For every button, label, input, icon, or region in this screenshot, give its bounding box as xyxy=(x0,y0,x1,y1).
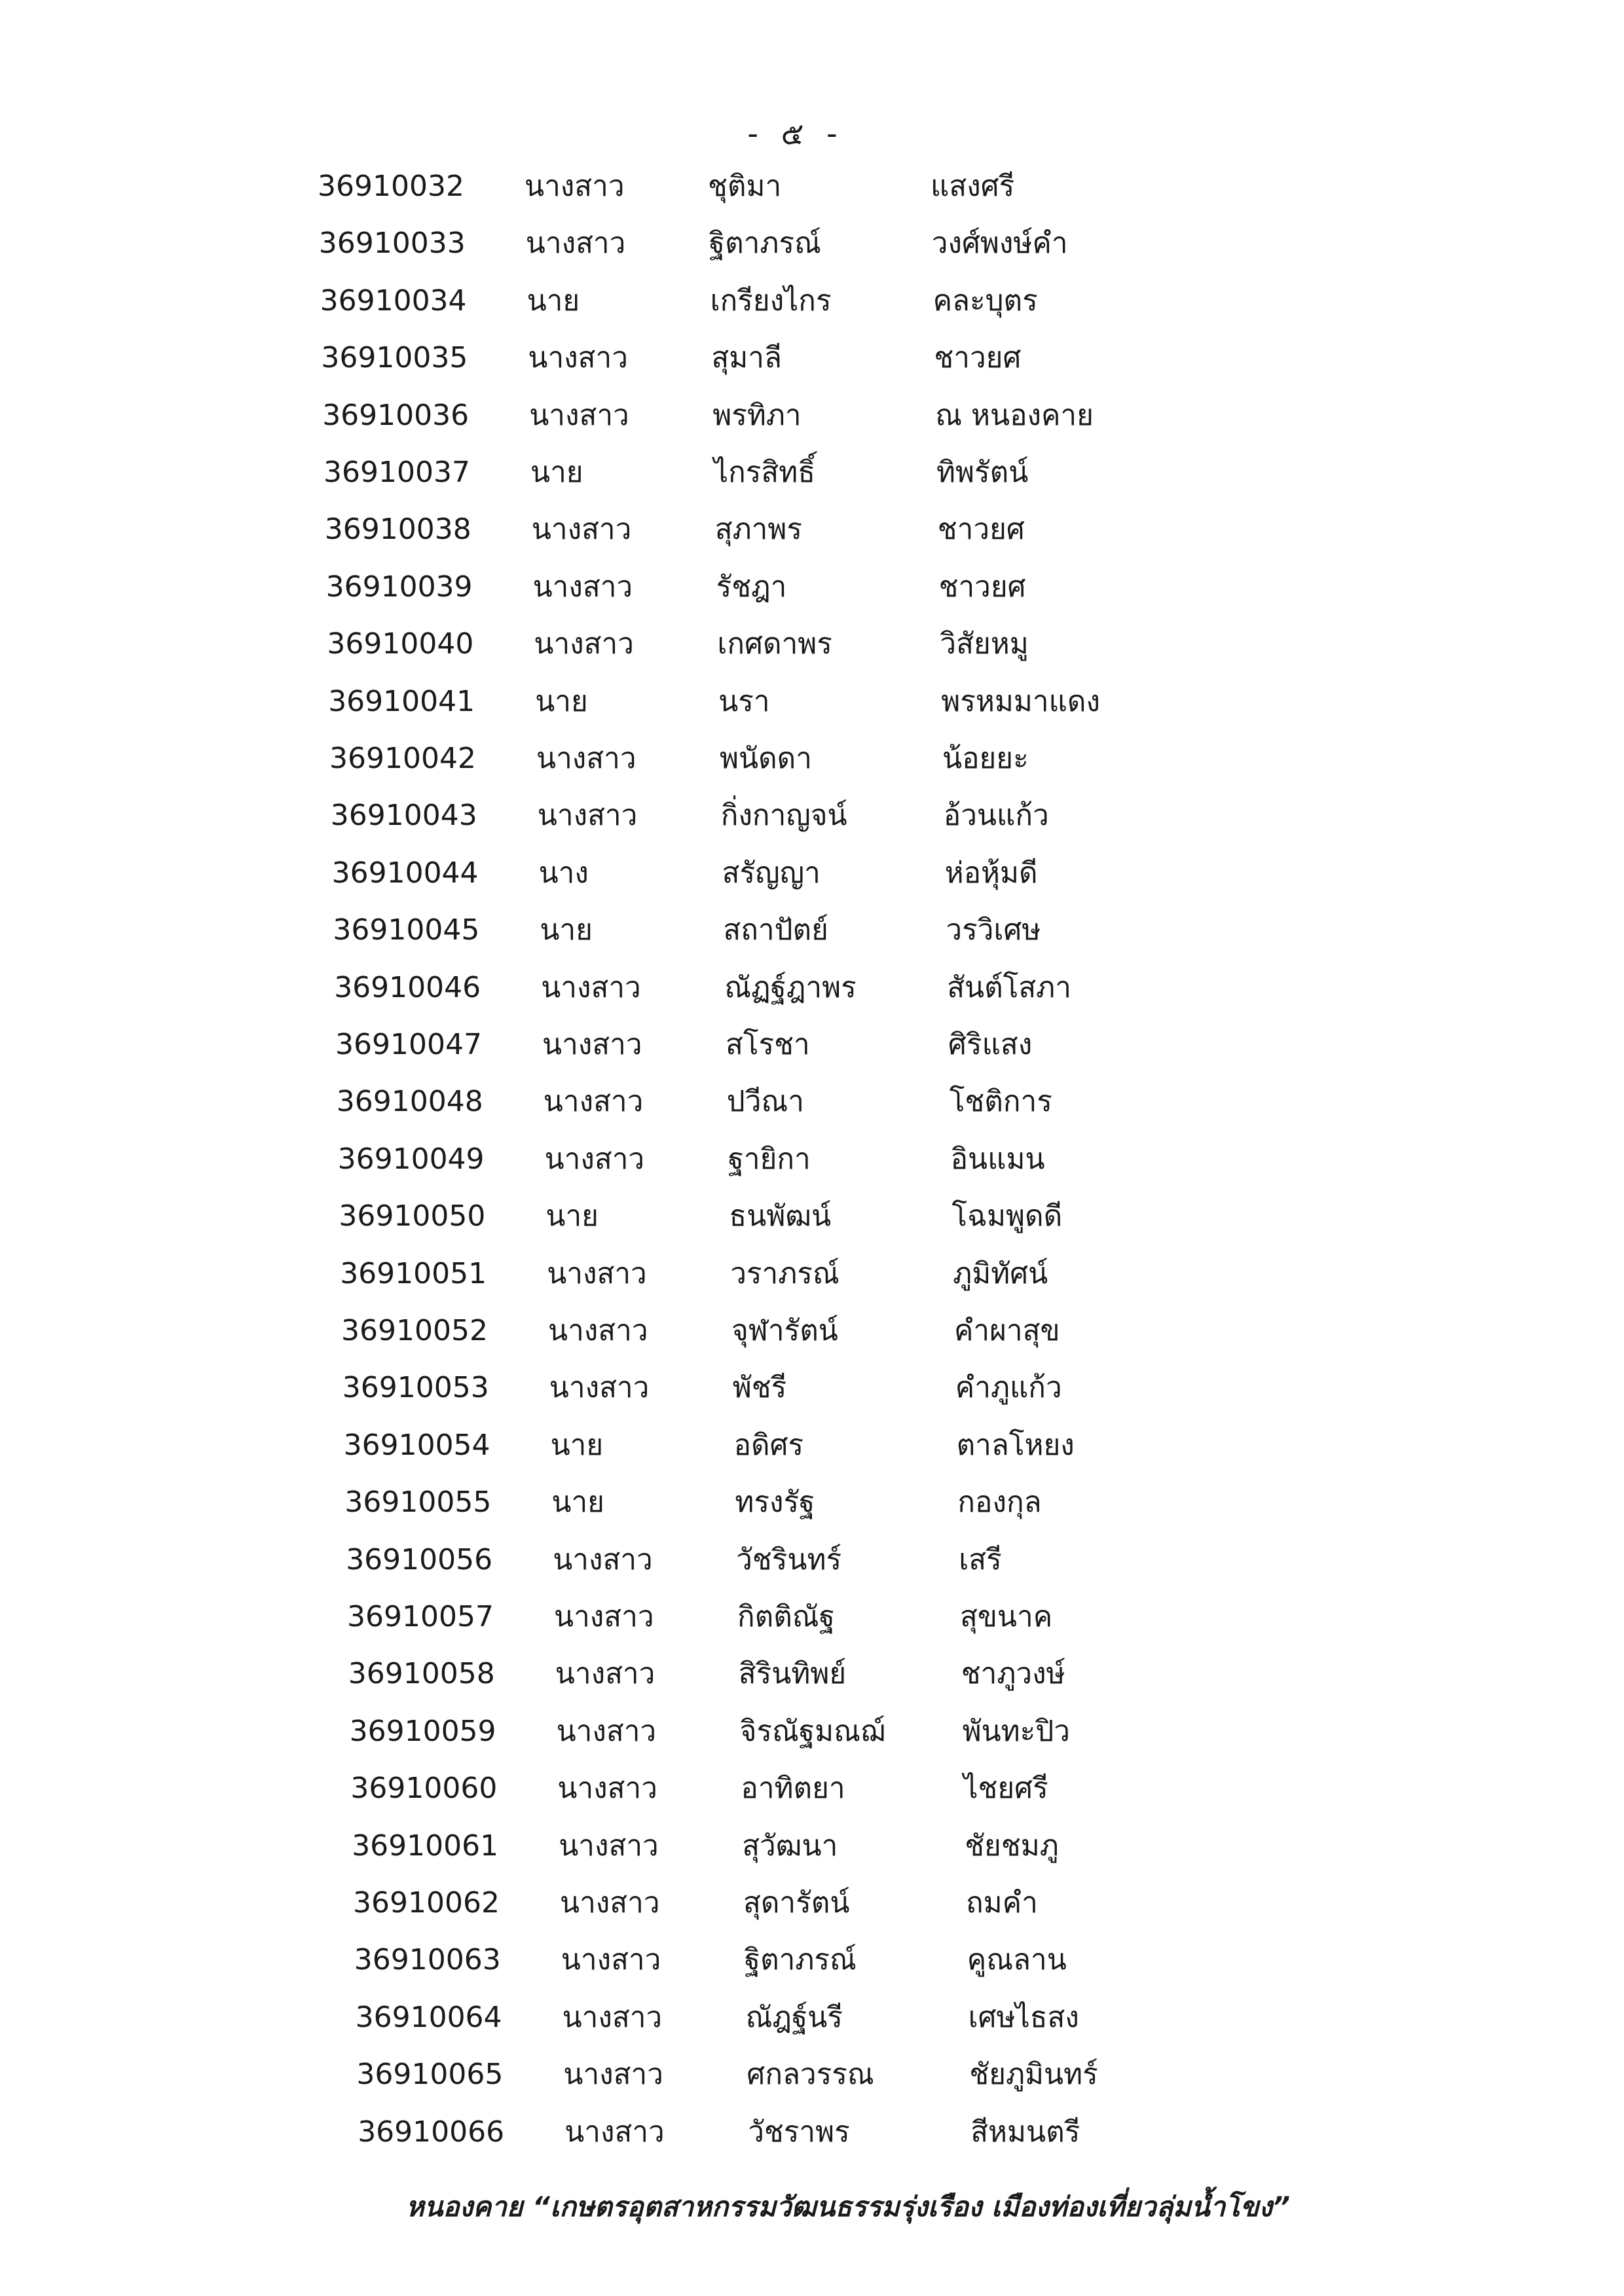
record-id: 36910044 xyxy=(331,856,479,890)
last-name: ชาวยศ xyxy=(937,513,1025,547)
last-name: ชาวยศ xyxy=(934,341,1022,375)
name-title: นางสาว xyxy=(560,1886,660,1920)
record-id: 36910065 xyxy=(356,2058,504,2092)
last-name: ทิพรัตน์ xyxy=(936,456,1029,489)
record-id: 36910059 xyxy=(349,1714,496,1748)
first-name: พัชรี xyxy=(732,1371,787,1405)
name-title: นาย xyxy=(535,684,588,718)
record-id: 36910034 xyxy=(320,283,467,318)
list-row xyxy=(354,1937,1206,1983)
name-title: นางสาว xyxy=(531,513,632,547)
last-name: คำภูแก้ว xyxy=(955,1371,1062,1405)
first-name: สุวัฒนา xyxy=(742,1829,838,1863)
first-name: ศกลวรรณ xyxy=(747,2058,874,2092)
last-name: โฉมพูดดี xyxy=(951,1199,1063,1233)
last-name: สีหมนตรี xyxy=(970,2115,1080,2149)
name-title: นาง xyxy=(538,856,589,890)
last-name: น้อยยะ xyxy=(942,742,1029,775)
first-name: วัชรินทร์ xyxy=(736,1542,842,1576)
first-name: กิ่งกาญจน์ xyxy=(720,799,847,833)
list-row xyxy=(358,2109,1209,2155)
record-id: 36910051 xyxy=(340,1256,487,1290)
last-name: คละบุตร xyxy=(932,283,1038,318)
record-id: 36910050 xyxy=(339,1199,486,1233)
list-row xyxy=(318,164,1169,210)
name-title: นางสาว xyxy=(557,1772,657,1806)
name-title: นาย xyxy=(530,456,583,489)
record-id: 36910061 xyxy=(352,1829,499,1863)
list-row xyxy=(344,1480,1196,1525)
name-title: นางสาว xyxy=(544,1142,645,1176)
last-name: สุขนาค xyxy=(960,1600,1053,1633)
record-id: 36910054 xyxy=(343,1428,490,1462)
last-name: พรหมมาแดง xyxy=(941,684,1100,718)
last-name: ชาวยศ xyxy=(938,570,1026,604)
first-name: เกรียงไกร xyxy=(710,283,832,318)
name-title: นางสาว xyxy=(562,2000,663,2034)
list-row xyxy=(328,679,1179,725)
record-id: 36910056 xyxy=(346,1542,493,1576)
record-id: 36910063 xyxy=(354,1943,501,1977)
list-row xyxy=(332,850,1183,896)
list-row xyxy=(327,621,1178,667)
name-title: นาย xyxy=(526,283,580,318)
last-name: วงศ์พงษ์คำ xyxy=(931,227,1068,261)
name-title: นางสาว xyxy=(549,1371,650,1405)
first-name: สุภาพร xyxy=(714,513,802,547)
first-name: อาทิตยา xyxy=(741,1772,845,1806)
record-id: 36910042 xyxy=(329,742,476,775)
first-name: ณัฎฐ์นรี xyxy=(745,2000,843,2034)
last-name: ชัยภูมินทร์ xyxy=(969,2058,1098,2092)
name-title: นางสาว xyxy=(547,1256,647,1290)
record-id: 36910032 xyxy=(318,170,464,203)
list-row xyxy=(350,1766,1202,1812)
name-title: นางสาว xyxy=(541,970,641,1004)
list-row xyxy=(337,1079,1188,1125)
last-name: ศิริแสง xyxy=(948,1028,1033,1061)
name-title: นาย xyxy=(550,1428,604,1462)
record-id: 36910062 xyxy=(353,1886,500,1920)
name-title: นางสาว xyxy=(537,799,638,833)
name-title: นางสาว xyxy=(564,2115,665,2149)
record-id: 36910064 xyxy=(355,2000,502,2034)
record-id: 36910033 xyxy=(318,227,466,261)
last-name: กองกุล xyxy=(957,1485,1042,1520)
list-row xyxy=(333,907,1184,953)
last-name: พันทะปิว xyxy=(962,1714,1070,1748)
list-row xyxy=(329,736,1181,782)
list-row xyxy=(319,221,1170,266)
first-name: สโรชา xyxy=(726,1028,810,1061)
last-name: สันต์โสภา xyxy=(947,970,1071,1004)
first-name: ทรงรัฐ xyxy=(735,1485,815,1520)
first-name: ไกรสิทธิ์ xyxy=(714,456,816,489)
first-name: วราภรณ์ xyxy=(730,1256,840,1290)
record-id: 36910057 xyxy=(347,1600,494,1633)
name-title: นางสาว xyxy=(554,1600,654,1633)
name-title: นางสาว xyxy=(555,1657,655,1691)
last-name: วรวิเศษ xyxy=(946,913,1041,947)
first-name: พรทิภา xyxy=(712,398,802,432)
record-id: 36910060 xyxy=(350,1772,498,1806)
name-title: นางสาว xyxy=(556,1714,657,1748)
list-row xyxy=(344,1423,1195,1468)
name-title: นางสาว xyxy=(534,627,634,661)
list-row xyxy=(342,1365,1194,1411)
last-name: วิสัยหมู xyxy=(940,627,1029,661)
list-row xyxy=(348,1651,1200,1697)
first-name: ธนพัฒน์ xyxy=(729,1199,832,1233)
record-id: 36910066 xyxy=(358,2115,505,2149)
first-name: ปวีณา xyxy=(726,1085,804,1119)
last-name: ชาภูวงษ์ xyxy=(961,1657,1065,1691)
list-row xyxy=(335,1022,1187,1068)
name-title: นางสาว xyxy=(553,1542,653,1576)
last-name: ถมคำ xyxy=(966,1886,1038,1920)
first-name: สุมาลี xyxy=(711,341,782,375)
name-title: นางสาว xyxy=(563,2058,663,2092)
last-name: เสรี xyxy=(959,1542,1002,1576)
list-row xyxy=(323,450,1175,496)
list-row xyxy=(331,793,1182,839)
first-name: นรา xyxy=(718,684,770,718)
list-row xyxy=(341,1308,1192,1354)
name-title: นาย xyxy=(551,1485,604,1520)
last-name: คูณลาน xyxy=(967,1943,1067,1977)
footer-slogan: หนองคาย “เกษตรอุตสาหกรรมวัฒนธรรมรุ่งเรือง เมืองท่องเที่ยวลุ่มน้ำโขง” xyxy=(405,2191,1290,2223)
list-row xyxy=(350,1709,1201,1755)
record-id: 36910046 xyxy=(334,970,481,1004)
last-name: คำผาสุข xyxy=(954,1314,1060,1347)
name-title: นางสาว xyxy=(525,227,626,261)
list-row xyxy=(356,1995,1207,2041)
name-title: นางสาว xyxy=(532,570,633,604)
first-name: ฐายิกา xyxy=(728,1142,811,1176)
name-title: นางสาว xyxy=(528,341,628,375)
last-name: เศษไธสง xyxy=(968,2000,1079,2034)
list-row xyxy=(320,278,1172,324)
list-row xyxy=(340,1251,1191,1297)
first-name: รัชฎา xyxy=(716,570,787,604)
last-name: อ้วนแก้ว xyxy=(943,799,1049,833)
name-title: นาย xyxy=(540,913,593,947)
first-name: กิตติณัฐ xyxy=(737,1600,835,1633)
record-id: 36910049 xyxy=(337,1142,485,1176)
last-name: ตาลโหยง xyxy=(956,1428,1075,1462)
first-name: สิรินทิพย์ xyxy=(738,1657,847,1691)
list-row xyxy=(352,1823,1203,1869)
last-name: โชติการ xyxy=(949,1085,1052,1119)
name-title: นางสาว xyxy=(525,170,625,203)
record-id: 36910040 xyxy=(327,627,474,661)
first-name: ณัฏฐ์ฎาพร xyxy=(724,970,857,1004)
name-title: นางสาว xyxy=(559,1829,659,1863)
name-title: นางสาว xyxy=(542,1028,642,1061)
first-name: วัชราพร xyxy=(748,2115,850,2149)
record-id: 36910047 xyxy=(335,1028,482,1061)
record-id: 36910041 xyxy=(328,684,475,718)
list-row xyxy=(356,2052,1208,2098)
name-title: นางสาว xyxy=(548,1314,648,1347)
record-id: 36910052 xyxy=(341,1314,488,1347)
first-name: ฐิตาภรณ์ xyxy=(709,227,821,261)
first-name: ฐิตาภรณ์ xyxy=(744,1943,857,1977)
record-id: 36910055 xyxy=(344,1485,492,1520)
name-title: นางสาว xyxy=(561,1943,661,1977)
last-name: อินแมน xyxy=(950,1142,1045,1176)
name-title: นางสาว xyxy=(536,742,637,775)
list-row xyxy=(326,564,1177,610)
list-row xyxy=(325,507,1176,553)
list-row xyxy=(353,1880,1204,1926)
record-id: 36910037 xyxy=(323,456,470,489)
last-name: ณ หนองคาย xyxy=(935,398,1094,432)
first-name: สุดารัตน์ xyxy=(743,1886,850,1920)
first-name: พนัดดา xyxy=(720,742,812,775)
first-name: สถาปัตย์ xyxy=(723,913,828,947)
first-name: เกศดาพร xyxy=(717,627,832,661)
record-id: 36910038 xyxy=(324,513,471,547)
name-title: นาย xyxy=(545,1199,599,1233)
list-row xyxy=(338,1137,1189,1182)
last-name: ห่อหุ้มดี xyxy=(944,856,1038,890)
record-id: 36910058 xyxy=(348,1657,495,1691)
list-row xyxy=(346,1537,1197,1583)
last-name: ชัยชมภู xyxy=(965,1829,1059,1863)
first-name: จุฬารัตน์ xyxy=(731,1314,838,1347)
record-id: 36910036 xyxy=(322,398,470,432)
first-name: ชุติมา xyxy=(708,170,782,203)
page-number: - ๕ - xyxy=(747,116,844,151)
record-id: 36910043 xyxy=(330,799,477,833)
record-id: 36910048 xyxy=(336,1085,483,1119)
first-name: อดิศร xyxy=(733,1428,804,1462)
list-row xyxy=(321,335,1172,381)
list-row xyxy=(347,1594,1198,1640)
last-name: แสงศรี xyxy=(931,170,1015,203)
record-id: 36910045 xyxy=(333,913,480,947)
first-name: จิรณัฐมณฌ์ xyxy=(739,1714,885,1748)
record-id: 36910035 xyxy=(321,341,468,375)
list-row xyxy=(322,393,1173,439)
list-row xyxy=(339,1194,1190,1239)
list-row xyxy=(334,965,1185,1011)
last-name: ไชยศรี xyxy=(963,1772,1048,1806)
record-id: 36910053 xyxy=(342,1371,489,1405)
name-title: นางสาว xyxy=(529,398,629,432)
name-title: นางสาว xyxy=(543,1085,644,1119)
first-name: สรัญญา xyxy=(722,856,821,890)
record-id: 36910039 xyxy=(325,570,473,604)
last-name: ภูมิทัศน์ xyxy=(953,1256,1048,1290)
